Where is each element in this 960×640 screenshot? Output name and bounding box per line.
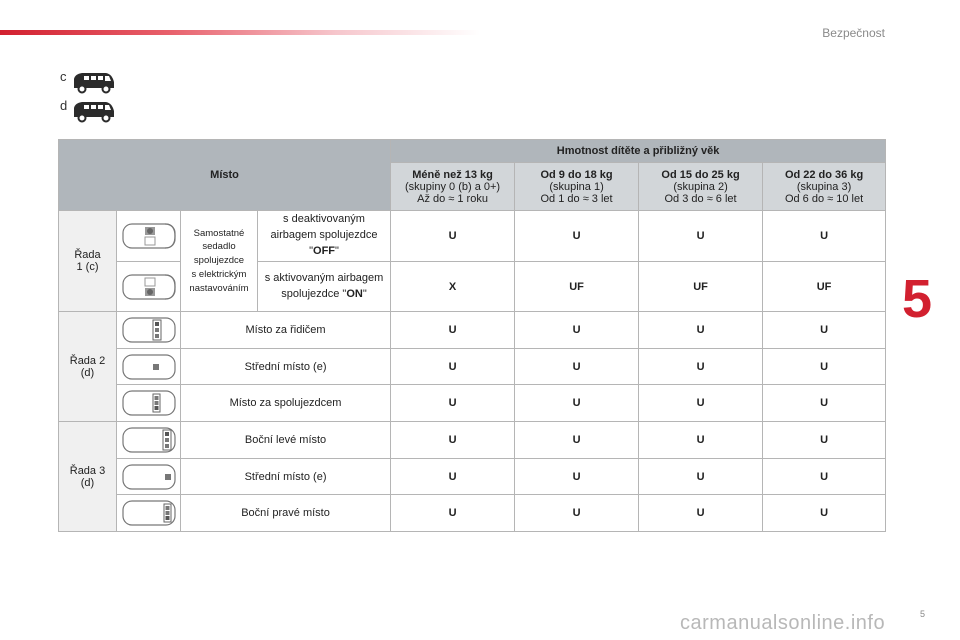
table-row — [59, 312, 886, 349]
seat-diagram-cell — [117, 312, 181, 349]
seat-diagram-cell — [117, 495, 181, 532]
value-cell: U — [639, 312, 763, 349]
value-cell: U — [391, 385, 515, 422]
row-label-line1: Řada 2 — [69, 354, 106, 367]
value-cell: UF — [763, 262, 886, 312]
row-label-line2: 1 (c) — [76, 261, 99, 273]
child-seat-table — [58, 139, 886, 532]
group-line2: Od 6 do ≈ 10 let — [784, 192, 864, 205]
seat-type-line: s elektrickým — [191, 268, 247, 280]
vehicle-letter: c — [60, 69, 67, 84]
place-cell: Střední místo (e) — [181, 459, 391, 495]
row-label-line1: Řada 3 — [69, 464, 106, 477]
group-title: Od 15 do 25 kg — [661, 168, 740, 181]
table-row — [59, 349, 886, 385]
vehicle-d — [60, 99, 116, 123]
airbag-off-cell — [258, 211, 391, 262]
car-seat-row2-left-icon — [121, 315, 177, 345]
value-cell: U — [391, 312, 515, 349]
value-cell: U — [639, 211, 763, 262]
seat-type-line: Samostatné — [193, 227, 245, 239]
place-cell: Střední místo (e) — [181, 349, 391, 385]
value-cell: U — [515, 349, 639, 385]
value-cell: U — [515, 495, 639, 532]
value-cell: U — [763, 211, 886, 262]
seat-diagram-cell — [117, 262, 181, 312]
group-line1: (skupiny 0 (b) a 0+) — [405, 180, 501, 193]
car-seat-row2-center-icon — [121, 352, 177, 382]
car-seat-row3-left-icon — [121, 425, 177, 455]
car-seat-row3-center-icon — [121, 462, 177, 492]
car-seat-front-passenger-icon — [121, 221, 177, 251]
value-cell: U — [763, 422, 886, 459]
group-line2: Od 1 do ≈ 3 let — [540, 192, 613, 205]
group-line2: Až do ≈ 1 roku — [417, 192, 488, 205]
value-cell: U — [639, 385, 763, 422]
value-cell: U — [391, 459, 515, 495]
van-d-icon — [72, 99, 116, 123]
table-row — [59, 211, 886, 262]
table-row — [59, 459, 886, 495]
group-header — [391, 163, 515, 211]
van-c-icon — [72, 70, 116, 94]
group-header — [639, 163, 763, 211]
group-header — [763, 163, 886, 211]
value-cell: U — [515, 211, 639, 262]
row-label — [59, 312, 117, 422]
value-cell: U — [391, 495, 515, 532]
value-cell: X — [391, 262, 515, 312]
value-cell: UF — [515, 262, 639, 312]
seat-diagram-cell — [117, 422, 181, 459]
table-row — [59, 495, 886, 532]
seat-diagram-cell — [117, 349, 181, 385]
value-cell: U — [639, 459, 763, 495]
value-cell: U — [763, 385, 886, 422]
chapter-number: 5 — [902, 269, 933, 329]
car-seat-front-passenger-icon — [121, 272, 177, 302]
vehicle-letter: d — [60, 98, 68, 113]
value-cell: U — [391, 211, 515, 262]
place-header: Místo — [59, 140, 391, 211]
group-title: Méně než 13 kg — [412, 168, 493, 181]
group-line1: (skupina 2) — [673, 180, 728, 193]
place-cell: Boční pravé místo — [181, 495, 391, 532]
row-label-line2: (d) — [80, 366, 95, 379]
table-row — [59, 422, 886, 459]
row-label-line2: (d) — [80, 476, 95, 489]
value-cell: U — [639, 495, 763, 532]
value-cell: U — [763, 312, 886, 349]
seat-diagram-cell — [117, 385, 181, 422]
value-cell: U — [391, 349, 515, 385]
watermark: carmanualsonline.info — [680, 612, 886, 634]
vehicle-c — [60, 70, 116, 94]
row-label-line1: Řada — [74, 249, 101, 261]
value-cell: U — [515, 312, 639, 349]
value-cell: U — [763, 459, 886, 495]
airbag-text: s aktivovaným airbagem spolujezdce " — [264, 271, 384, 300]
group-line1: (skupina 1) — [549, 180, 604, 193]
place-cell: Místo za řidičem — [181, 312, 391, 349]
seat-type-cell — [181, 211, 258, 312]
airbag-on-cell — [258, 262, 391, 312]
group-line2: Od 3 do ≈ 6 let — [664, 192, 737, 205]
car-seat-row2-right-icon — [121, 388, 177, 418]
value-cell: UF — [639, 262, 763, 312]
section-title: Bezpečnost — [822, 26, 885, 40]
seat-diagram-cell — [117, 211, 181, 262]
row-label — [59, 211, 117, 312]
value-cell: U — [515, 422, 639, 459]
airbag-text-end: " — [362, 287, 367, 300]
value-cell: U — [763, 349, 886, 385]
row-label — [59, 422, 117, 532]
place-cell: Boční levé místo — [181, 422, 391, 459]
value-cell: U — [515, 385, 639, 422]
value-cell: U — [763, 495, 886, 532]
airbag-state: OFF — [313, 244, 336, 257]
group-title: Od 9 do 18 kg — [540, 168, 613, 181]
table-row — [59, 385, 886, 422]
seat-type-line: sedadlo — [202, 241, 236, 253]
weight-header: Hmotnost dítěte a přibližný věk — [391, 140, 886, 163]
value-cell: U — [391, 422, 515, 459]
airbag-text-end: " — [335, 244, 339, 257]
airbag-text: s deaktivovaným airbagem spolujezdce " — [270, 213, 378, 257]
car-seat-row3-right-icon — [121, 498, 177, 528]
value-cell: U — [639, 349, 763, 385]
seat-type-line: nastavováním — [189, 282, 249, 294]
value-cell: U — [639, 422, 763, 459]
value-cell: U — [515, 459, 639, 495]
seat-diagram-cell — [117, 459, 181, 495]
header-accent-bar — [0, 30, 480, 35]
group-header — [515, 163, 639, 211]
page-number: 5 — [920, 609, 926, 619]
airbag-state: ON — [346, 287, 363, 300]
group-line1: (skupina 3) — [796, 180, 852, 193]
group-title: Od 22 do 36 kg — [784, 168, 864, 181]
seat-type-line: spolujezdce — [193, 255, 245, 267]
place-cell: Místo za spolujezdcem — [181, 385, 391, 422]
